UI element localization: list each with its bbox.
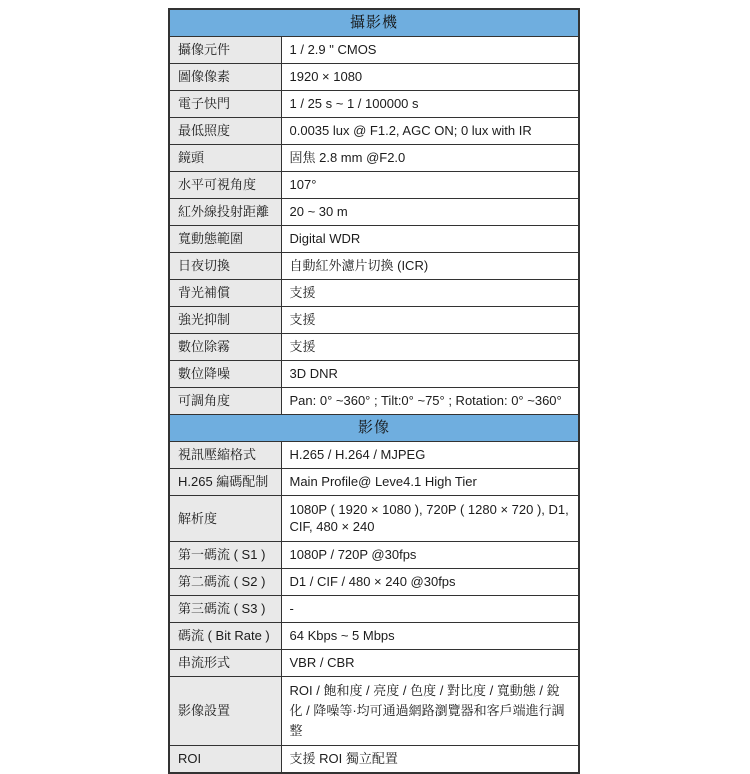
spec-row (169, 677, 579, 746)
spec-value: 支援 (281, 307, 579, 334)
spec-label: 解析度 (169, 496, 281, 542)
camera-spec-table (168, 8, 580, 774)
spec-label: 強光抑制 (169, 307, 281, 334)
spec-value: D1 / CIF / 480 × 240 @30fps (281, 569, 579, 596)
spec-row (169, 542, 579, 569)
spec-label: 碼流 ( Bit Rate ) (169, 623, 281, 650)
spec-value: 1080P ( 1920 × 1080 ), 720P ( 1280 × 720 ), D1, CIF, 480 × 240 (281, 496, 579, 542)
spec-row (169, 596, 579, 623)
spec-row (169, 172, 579, 199)
spec-row (169, 569, 579, 596)
spec-label: 第一碼流 ( S1 ) (169, 542, 281, 569)
spec-label: 最低照度 (169, 118, 281, 145)
spec-label: 可調角度 (169, 388, 281, 415)
spec-value: 支援 ROI 獨立配置 (281, 746, 579, 774)
spec-row (169, 37, 579, 64)
spec-label: 紅外線投射距離 (169, 199, 281, 226)
spec-row (169, 118, 579, 145)
spec-label: 寬動態範圍 (169, 226, 281, 253)
spec-value: 1080P / 720P @30fps (281, 542, 579, 569)
spec-row (169, 280, 579, 307)
spec-label: 數位除霧 (169, 334, 281, 361)
spec-value: Digital WDR (281, 226, 579, 253)
spec-value: 固焦 2.8 mm @F2.0 (281, 145, 579, 172)
spec-label: ROI (169, 746, 281, 774)
spec-label: 背光補償 (169, 280, 281, 307)
spec-value: H.265 / H.264 / MJPEG (281, 442, 579, 469)
spec-value: 支援 (281, 280, 579, 307)
spec-row (169, 623, 579, 650)
spec-value: 20 ~ 30 m (281, 199, 579, 226)
spec-row (169, 442, 579, 469)
spec-row (169, 334, 579, 361)
section-title: 影像 (169, 415, 579, 442)
spec-row (169, 145, 579, 172)
spec-row (169, 388, 579, 415)
spec-value: 1 / 2.9 " CMOS (281, 37, 579, 64)
spec-label: 影像設置 (169, 677, 281, 746)
spec-value: Pan: 0° ~360° ; Tilt:0° ~75° ; Rotation: 0° ~360° (281, 388, 579, 415)
spec-value: 1920 × 1080 (281, 64, 579, 91)
spec-value: 107° (281, 172, 579, 199)
spec-label: 日夜切換 (169, 253, 281, 280)
spec-value: 3D DNR (281, 361, 579, 388)
spec-label: 第三碼流 ( S3 ) (169, 596, 281, 623)
spec-label: 水平可視角度 (169, 172, 281, 199)
spec-row (169, 469, 579, 496)
spec-row (169, 307, 579, 334)
spec-label: 攝像元件 (169, 37, 281, 64)
spec-value: 1 / 25 s ~ 1 / 100000 s (281, 91, 579, 118)
spec-row (169, 199, 579, 226)
spec-value: 64 Kbps ~ 5 Mbps (281, 623, 579, 650)
spec-value: 自動紅外濾片切換 (ICR) (281, 253, 579, 280)
spec-value: Main Profile@ Leve4.1 High Tier (281, 469, 579, 496)
spec-row (169, 91, 579, 118)
spec-table-body (169, 9, 579, 773)
spec-label: 第二碼流 ( S2 ) (169, 569, 281, 596)
spec-row (169, 64, 579, 91)
spec-label: 電子快門 (169, 91, 281, 118)
spec-label: 串流形式 (169, 650, 281, 677)
spec-value: - (281, 596, 579, 623)
spec-value: VBR / CBR (281, 650, 579, 677)
spec-label: 鏡頭 (169, 145, 281, 172)
spec-row (169, 746, 579, 774)
section-header-image (169, 415, 579, 442)
spec-row (169, 496, 579, 542)
spec-value: ROI / 飽和度 / 亮度 / 色度 / 對比度 / 寬動態 / 銳化 / 降噪等·均可通過網路瀏覽器和客戶端進行調整 (281, 677, 579, 746)
spec-label: H.265 編碼配制 (169, 469, 281, 496)
spec-label: 圖像像素 (169, 64, 281, 91)
spec-row (169, 650, 579, 677)
spec-label: 視訊壓縮格式 (169, 442, 281, 469)
section-header-camera (169, 9, 579, 37)
section-title: 攝影機 (169, 9, 579, 37)
spec-row (169, 226, 579, 253)
spec-label: 數位降噪 (169, 361, 281, 388)
spec-value: 0.0035 lux @ F1.2, AGC ON; 0 lux with IR (281, 118, 579, 145)
spec-value: 支援 (281, 334, 579, 361)
spec-row (169, 361, 579, 388)
spec-row (169, 253, 579, 280)
